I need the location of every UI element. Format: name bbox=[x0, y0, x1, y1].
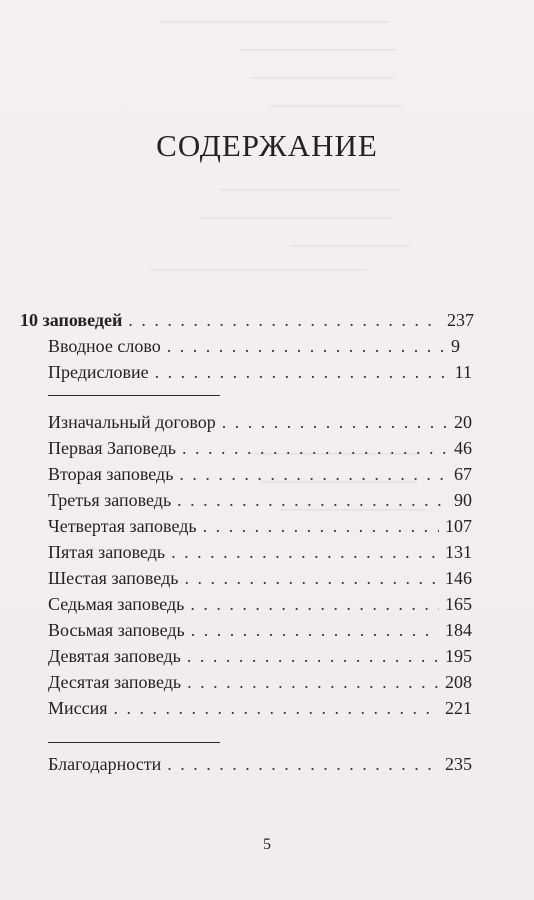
toc-entry bbox=[48, 591, 472, 617]
toc-entry-label: Седьмая заповедь bbox=[48, 594, 185, 614]
toc-entry bbox=[48, 643, 472, 669]
toc-entry bbox=[48, 409, 472, 435]
toc-entry-label: Пятая заповедь bbox=[48, 542, 166, 562]
toc-entry bbox=[48, 435, 472, 461]
toc-entry-page: 165 bbox=[445, 594, 472, 614]
toc-entry-label: Десятая заповедь bbox=[48, 672, 182, 692]
toc-entry-label: Восьмая заповедь bbox=[48, 620, 185, 640]
toc-entry-page: 237 bbox=[447, 310, 474, 330]
toc-entry-page: 208 bbox=[445, 672, 472, 692]
toc-entry bbox=[48, 695, 472, 721]
toc-entry-page: 131 bbox=[445, 542, 472, 562]
toc-entry-page: 46 bbox=[454, 438, 472, 458]
toc-entry bbox=[48, 539, 472, 565]
leader-dots bbox=[114, 695, 439, 721]
toc-entry bbox=[48, 565, 472, 591]
toc-entry-label: Вторая заповедь bbox=[48, 464, 174, 484]
toc-entry-label: Изначальный договор bbox=[48, 412, 216, 432]
show-through-text: ─────────────────── ───────────── ──────────── ─────────── ─────────────── ──────────────── ────────── ────────────────── ────────────── ───────────── ──────────── bbox=[150, 12, 425, 519]
toc-entry-main bbox=[20, 307, 474, 333]
page-title: СОДЕРЖАНИЕ bbox=[156, 128, 378, 163]
page-number: 5 bbox=[263, 836, 271, 853]
toc-entry bbox=[48, 359, 472, 385]
toc-entry-page: 195 bbox=[445, 646, 472, 666]
toc-entry-label: Вводное слово bbox=[48, 336, 161, 356]
toc-entry bbox=[48, 751, 472, 777]
toc-entry-page: 90 bbox=[454, 490, 472, 510]
leader-dots bbox=[179, 461, 448, 487]
toc-entry-label: Шестая заповедь bbox=[48, 568, 179, 588]
leader-dots bbox=[182, 435, 448, 461]
toc-entry-label: Предисловие bbox=[48, 362, 149, 382]
toc-entry-page: 9 bbox=[451, 336, 460, 356]
toc-entry bbox=[48, 333, 460, 359]
leader-dots bbox=[155, 359, 449, 385]
leader-dots bbox=[177, 487, 448, 513]
toc-entry-page: 20 bbox=[454, 412, 472, 432]
toc-entry-page: 11 bbox=[454, 362, 472, 382]
toc-entry-label: 10 заповедей bbox=[20, 310, 123, 330]
toc-entry-page: 107 bbox=[445, 516, 472, 536]
toc-entry bbox=[48, 513, 472, 539]
toc-entry-label: Третья заповедь bbox=[48, 490, 172, 510]
toc-entry-label: Миссия bbox=[48, 698, 108, 718]
leader-dots bbox=[128, 307, 441, 333]
leader-dots bbox=[184, 565, 439, 591]
leader-dots bbox=[171, 539, 439, 565]
toc-entry-label: Четвертая заповедь bbox=[48, 516, 197, 536]
toc-entry bbox=[48, 669, 472, 695]
toc-entry-page: 184 bbox=[445, 620, 472, 640]
toc-entry bbox=[48, 461, 472, 487]
leader-dots bbox=[167, 333, 445, 359]
toc-entry-page: 221 bbox=[445, 698, 472, 718]
leader-dots bbox=[187, 643, 439, 669]
section-divider bbox=[48, 742, 220, 743]
toc-entry-label: Девятая заповедь bbox=[48, 646, 181, 666]
leader-dots bbox=[222, 409, 448, 435]
toc-entry-page: 235 bbox=[445, 754, 472, 774]
toc-entry-label: Первая Заповедь bbox=[48, 438, 176, 458]
leader-dots bbox=[203, 513, 439, 539]
leader-dots bbox=[190, 591, 439, 617]
leader-dots bbox=[167, 751, 439, 777]
toc-entry-label: Благодарности bbox=[48, 754, 162, 774]
section-divider bbox=[48, 395, 220, 396]
toc-entry-page: 146 bbox=[445, 568, 472, 588]
leader-dots bbox=[187, 669, 439, 695]
leader-dots bbox=[191, 617, 439, 643]
toc-entry bbox=[48, 617, 472, 643]
toc-entry-page: 67 bbox=[454, 464, 472, 484]
toc-entry bbox=[48, 487, 472, 513]
